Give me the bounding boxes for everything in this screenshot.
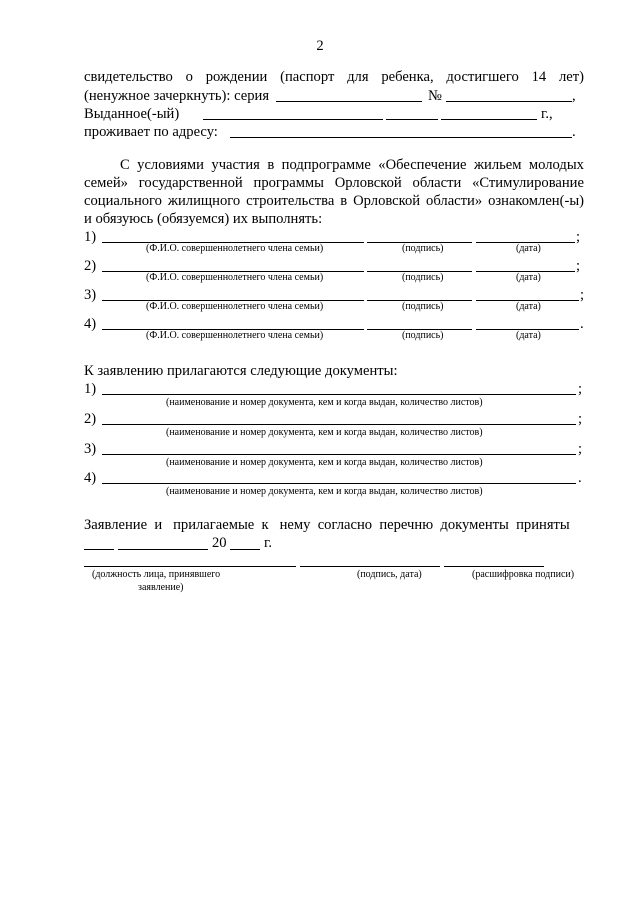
sign-date-caption: (подпись, дата) bbox=[357, 569, 422, 580]
word: социального bbox=[84, 193, 162, 209]
decoding-field[interactable] bbox=[444, 566, 544, 567]
accepted-year-field[interactable] bbox=[230, 549, 260, 550]
address-label: проживает по адресу: bbox=[84, 124, 218, 140]
number-field[interactable] bbox=[446, 101, 572, 102]
word: о bbox=[185, 69, 193, 85]
document-number: 4) bbox=[84, 470, 97, 486]
sign-caption: (подпись) bbox=[402, 243, 444, 254]
word: молодых bbox=[528, 157, 584, 173]
documents-heading: К заявлению прилагаются следующие документы: bbox=[84, 363, 398, 379]
word: программы bbox=[253, 175, 324, 191]
period: . bbox=[572, 124, 576, 140]
word: свидетельство bbox=[84, 69, 173, 85]
word: участия bbox=[211, 157, 260, 173]
member-number: 4) bbox=[84, 316, 97, 332]
conditions-line-2 bbox=[84, 174, 584, 192]
issued-by-field[interactable] bbox=[203, 119, 383, 120]
issued-by-field-2[interactable] bbox=[386, 119, 438, 120]
sign-caption: (подпись) bbox=[402, 330, 444, 341]
row-end: ; bbox=[576, 229, 581, 245]
word: условиями bbox=[137, 157, 204, 173]
document-caption: (наименование и номер документа, кем и когда выдан, количество листов) bbox=[166, 486, 483, 497]
accepted-month-field[interactable] bbox=[118, 549, 208, 550]
word: в bbox=[267, 157, 275, 173]
word: Орловской bbox=[334, 175, 402, 191]
member-number: 1) bbox=[84, 229, 97, 245]
word: в bbox=[340, 193, 348, 209]
series-field[interactable] bbox=[276, 101, 422, 102]
fio-caption: (Ф.И.О. совершеннолетнего члена семьи) bbox=[146, 272, 324, 283]
word: области bbox=[412, 175, 462, 191]
word: достигшего bbox=[446, 69, 519, 85]
row-end: . bbox=[578, 470, 582, 486]
word: «Стимулирование bbox=[472, 175, 584, 191]
document-caption: (наименование и номер документа, кем и когда выдан, количество листов) bbox=[166, 427, 483, 438]
date-caption: (дата) bbox=[516, 272, 541, 283]
word: (паспорт bbox=[280, 69, 335, 85]
row-end: ; bbox=[578, 441, 583, 457]
conditions-line-4: и обязуюсь (обязуемся) их выполнять: bbox=[84, 211, 323, 227]
accepted-day-field[interactable] bbox=[84, 549, 114, 550]
word: строительства bbox=[246, 193, 335, 209]
position-caption: (должность лица, принявшего bbox=[92, 569, 221, 580]
document-field[interactable] bbox=[102, 424, 576, 425]
member-number: 3) bbox=[84, 287, 97, 303]
series-label: (ненужное зачеркнуть): серия bbox=[84, 88, 270, 104]
row-end: . bbox=[580, 316, 584, 332]
word: области» bbox=[426, 193, 483, 209]
word: ребенка, bbox=[381, 69, 434, 85]
row-end: ; bbox=[578, 381, 583, 397]
year-suffix: г., bbox=[541, 106, 553, 122]
fio-caption: (Ф.И.О. совершеннолетнего члена семьи) bbox=[146, 243, 324, 254]
birth-certificate-line bbox=[84, 68, 584, 86]
position-field[interactable] bbox=[84, 566, 296, 567]
position-caption-2: заявление) bbox=[138, 582, 184, 593]
date-caption: (дата) bbox=[516, 330, 541, 341]
issued-by-label: Выданное(-ый) bbox=[84, 106, 180, 122]
year-suffix: г. bbox=[264, 535, 272, 551]
row-end: ; bbox=[578, 411, 583, 427]
year-prefix: 20 bbox=[212, 535, 227, 551]
member-number: 2) bbox=[84, 258, 97, 274]
sign-caption: (подпись) bbox=[402, 272, 444, 283]
document-number: 2) bbox=[84, 411, 97, 427]
row-end: ; bbox=[576, 258, 581, 274]
document-caption: (наименование и номер документа, кем и когда выдан, количество листов) bbox=[166, 397, 483, 408]
word: семей» bbox=[84, 175, 128, 191]
word: жилищного bbox=[167, 193, 241, 209]
word: Орловской bbox=[353, 193, 421, 209]
document-field[interactable] bbox=[102, 483, 576, 484]
date-caption: (дата) bbox=[516, 243, 541, 254]
conditions-line-3 bbox=[84, 192, 584, 210]
conditions-line-1 bbox=[120, 156, 584, 174]
document-number: 3) bbox=[84, 441, 97, 457]
page-number: 2 bbox=[316, 38, 324, 54]
number-sign: № bbox=[428, 88, 442, 104]
address-field[interactable] bbox=[230, 137, 572, 138]
word: государственной bbox=[138, 175, 243, 191]
date-caption: (дата) bbox=[516, 301, 541, 312]
issued-date-field[interactable] bbox=[441, 119, 537, 120]
word: «Обеспечение bbox=[378, 157, 467, 173]
signature-field[interactable] bbox=[300, 566, 440, 567]
fio-caption: (Ф.И.О. совершеннолетнего члена семьи) bbox=[146, 301, 324, 312]
accepted-statement: Заявление и прилагаемые к нему согласно перечню документы приняты bbox=[84, 517, 570, 533]
word: ознакомлен(-ы) bbox=[488, 193, 584, 209]
row-end: ; bbox=[580, 287, 585, 303]
word: подпрограмме bbox=[281, 157, 371, 173]
document-number: 1) bbox=[84, 381, 97, 397]
comma: , bbox=[572, 88, 576, 104]
document-field[interactable] bbox=[102, 454, 576, 455]
decoding-caption: (расшифровка подписи) bbox=[472, 569, 575, 580]
document-caption: (наименование и номер документа, кем и когда выдан, количество листов) bbox=[166, 457, 483, 468]
word: лет) bbox=[558, 69, 584, 85]
fio-caption: (Ф.И.О. совершеннолетнего члена семьи) bbox=[146, 330, 324, 341]
sign-caption: (подпись) bbox=[402, 301, 444, 312]
word: жильем bbox=[473, 157, 522, 173]
word: 14 bbox=[531, 69, 547, 85]
word: для bbox=[347, 69, 369, 85]
word: С bbox=[120, 157, 130, 173]
document-field[interactable] bbox=[102, 394, 576, 395]
word: рождении bbox=[205, 69, 268, 85]
